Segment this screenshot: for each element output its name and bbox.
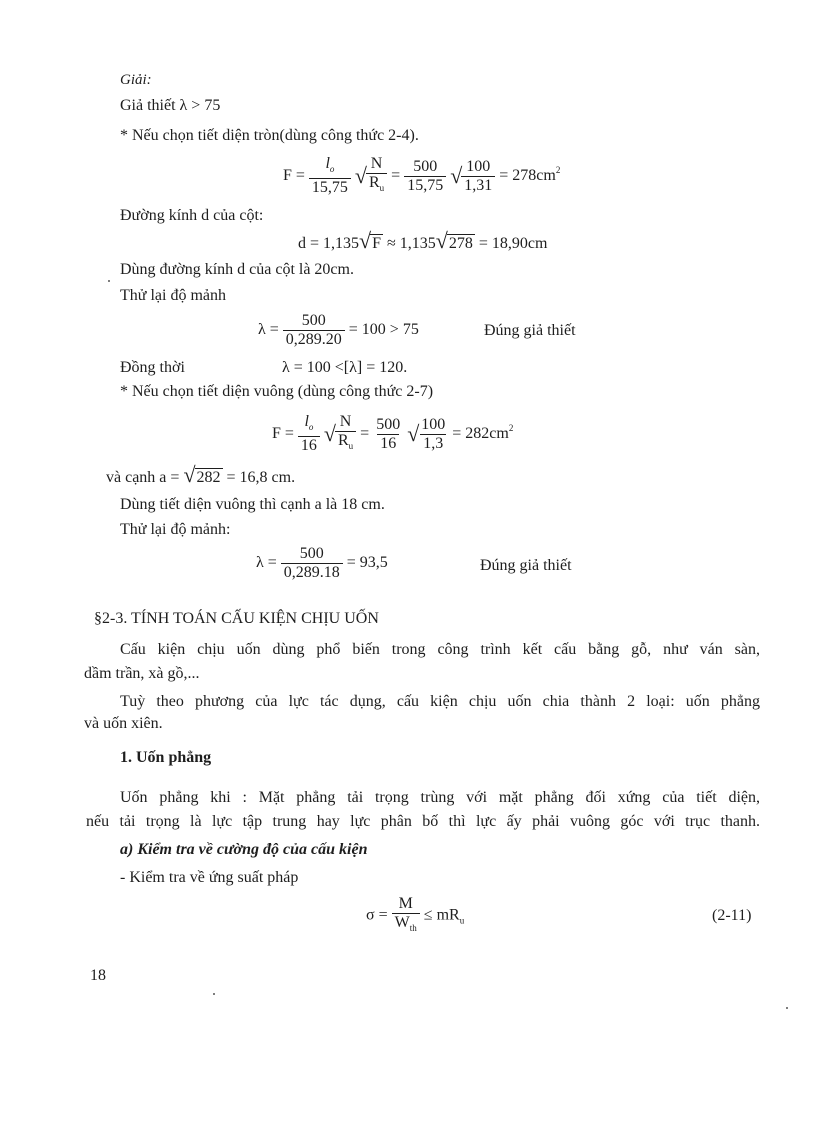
paragraph-2-line-1: Tuỳ theo phương của lực tác dụng, cấu kiện chịu uốn chia thành 2 loại: uốn phẳng	[120, 693, 760, 710]
paragraph-2-line-2: và uốn xiên.	[84, 715, 163, 732]
fraction-l0-over-16	[298, 413, 320, 455]
fraction-denominator: 0,289.18	[281, 563, 343, 582]
fraction-denominator: 15,75	[309, 178, 351, 197]
assumption-correct-1: Đúng giả thiết	[484, 322, 576, 339]
fraction-denominator: 16	[298, 436, 320, 455]
fraction-numerator: M	[398, 895, 413, 912]
fraction-numerator: $l_o$	[325, 155, 335, 175]
slenderness-check-label: Thử lại độ mảnh	[120, 287, 226, 304]
slenderness-formula-1: λ = $\frac{500}{0,289.20}$ = 100 > 75	[258, 311, 419, 348]
fraction-numerator: 500	[413, 157, 438, 175]
assumption-line: Giả thiết λ > 75	[120, 97, 221, 114]
fraction-numerator: 100	[466, 157, 491, 175]
sqrt-100-over-1-31	[450, 158, 495, 195]
normal-stress-formula: σ = $\frac{M}{W_{th}}$ ≤ $mR_u$	[366, 895, 464, 941]
fraction-500-over-16	[373, 416, 403, 453]
fraction-numerator: 100	[421, 415, 446, 433]
fraction-numerator: 500	[299, 544, 324, 562]
fraction-numerator: $l_o$	[304, 413, 314, 433]
scan-speck	[213, 993, 215, 995]
fraction-denominator: 1,3	[420, 434, 446, 453]
scan-speck	[108, 280, 110, 282]
fraction-numerator: 500	[376, 415, 401, 433]
sqrt-n-over-ru	[355, 155, 387, 197]
assumption-correct-2: Đúng giả thiết	[480, 557, 572, 574]
sqrt-symbol: √	[407, 421, 420, 447]
paragraph-3-line-2: nếu tải trọng là lực tập trung hay lực phân bố thì lực ấy phải vuông góc với trục thanh.	[86, 813, 760, 830]
fraction-500-over-0-289-20	[283, 312, 345, 349]
fraction-numerator: 500	[301, 311, 326, 329]
solution-label: Giải:	[120, 72, 152, 88]
diameter-label: Đường kính d của cột:	[120, 207, 264, 224]
sqrt-symbol: √	[359, 228, 372, 253]
sqrt-symbol: √	[323, 421, 336, 447]
area-formula-square: F = $\frac{l_o}{16}$ √ $\frac{N}{R_u}$ = $\frac{500}{16}$ √ $\frac{100}{1,3}$ = $282cm^2$	[272, 413, 514, 455]
radicand-f: F	[372, 235, 382, 252]
sqrt-symbol: √	[435, 228, 448, 253]
scan-speck	[786, 1007, 788, 1009]
simultaneously-label: Đồng thời	[120, 359, 185, 376]
paragraph-1-line-1: Cấu kiện chịu uốn dùng phổ biến trong công trình kết cấu bằng gỗ, như ván sàn,	[120, 641, 760, 658]
sqrt-n-over-ru	[324, 413, 356, 455]
page-number: 18	[90, 967, 106, 984]
paragraph-3-line-1: Uốn phẳng khi : Mặt phẳng tải trọng trùng với mặt phẳng đối xứng của tiết diện,	[120, 789, 760, 806]
equation-number: (2-11)	[712, 907, 752, 924]
area-formula-lhs: F =	[283, 167, 305, 184]
equals-sign: =	[391, 167, 401, 184]
fraction-denominator: $W_{th}$	[392, 913, 420, 937]
radicand-278: 278	[448, 235, 473, 252]
subheading-strength-check: a) Kiểm tra về cường độ của cấu kiện	[120, 841, 368, 858]
fraction-denominator: $R_u$	[366, 173, 387, 197]
sqrt-symbol: √	[354, 163, 367, 189]
area-result: = $278cm^2$	[499, 165, 561, 184]
fraction-m-over-wth	[392, 895, 420, 937]
fraction-numerator: N	[370, 155, 383, 173]
side-a-formula: và cạnh a = √282 = 16,8 cm.	[106, 462, 296, 487]
fraction-denominator: 1,31	[461, 176, 495, 195]
fraction-denominator: 16	[377, 434, 399, 453]
fraction-l0-over-15-75	[309, 155, 351, 197]
chosen-square-line: Dùng tiết diện vuông thì cạnh a là 18 cm.	[120, 496, 385, 513]
fraction-numerator: N	[339, 413, 352, 431]
fraction-denominator: 0,289.20	[283, 330, 345, 349]
simultaneously-formula: λ = 100 <[λ] = 120.	[282, 359, 408, 376]
fraction-denominator: $R_u$	[335, 431, 356, 455]
fraction-500-over-0-289-18	[281, 545, 343, 582]
slenderness-formula-2: λ = $\frac{500}{0,289.18}$ = 93,5	[256, 544, 388, 581]
area-formula-round	[283, 150, 560, 197]
round-section-heading: * Nếu chọn tiết diện tròn(dùng công thức 2-4).	[120, 127, 419, 144]
fraction-500-over-15-75	[404, 158, 446, 195]
sqrt-symbol: √	[183, 462, 196, 487]
section-heading: §2-3. TÍNH TOÁN CẤU KIỆN CHỊU UỐN	[94, 610, 379, 627]
subheading-flat-bending: 1. Uốn phẳng	[120, 749, 212, 766]
radicand-282: 282	[196, 469, 221, 486]
square-section-heading: * Nếu chọn tiết diện vuông (dùng công thức 2-7)	[120, 383, 434, 400]
sqrt-symbol: √	[450, 163, 463, 189]
sqrt-100-over-1-3	[407, 416, 448, 453]
fraction-denominator: 15,75	[404, 176, 446, 195]
slenderness-check-label-2: Thử lại độ mảnh:	[120, 521, 231, 538]
diameter-formula: d = 1,135√F ≈ 1,135√278 = 18,90cm	[298, 228, 548, 253]
area-result: = $282cm^2$	[452, 423, 514, 442]
chosen-diameter-line: Dùng đường kính d của cột là 20cm.	[120, 261, 354, 278]
paragraph-1-line-2: dầm trần, xà gồ,...	[84, 665, 200, 682]
normal-stress-check-line: - Kiểm tra về ứng suất pháp	[120, 869, 299, 886]
